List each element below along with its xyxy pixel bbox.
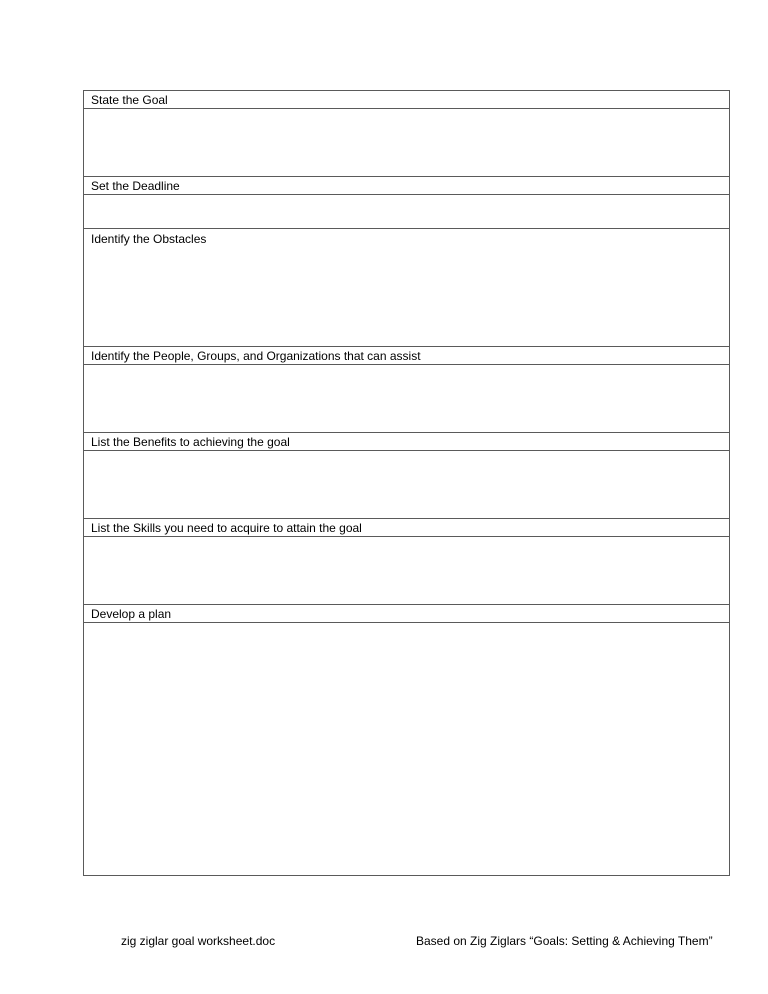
state-goal-label: State the Goal	[84, 91, 729, 109]
obstacles-label: Identify the Obstacles	[91, 232, 207, 246]
people-answer-area[interactable]	[84, 365, 729, 433]
skills-answer-area[interactable]	[84, 537, 729, 605]
plan-label: Develop a plan	[84, 605, 729, 623]
deadline-label: Set the Deadline	[84, 177, 729, 195]
goal-worksheet-table	[83, 90, 730, 876]
footer-filename: zig ziglar goal worksheet.doc	[121, 934, 276, 948]
footer-attribution: Based on Zig Ziglars “Goals: Setting & Achieving Them”	[416, 934, 713, 948]
benefits-answer-area[interactable]	[84, 451, 729, 519]
plan-answer-area[interactable]	[84, 623, 729, 875]
skills-label: List the Skills you need to acquire to attain the goal	[84, 519, 729, 537]
benefits-label: List the Benefits to achieving the goal	[84, 433, 729, 451]
obstacles-section[interactable]	[84, 229, 729, 347]
people-label: Identify the People, Groups, and Organizations that can assist	[84, 347, 729, 365]
deadline-answer-area[interactable]	[84, 195, 729, 229]
state-goal-answer-area[interactable]	[84, 109, 729, 177]
